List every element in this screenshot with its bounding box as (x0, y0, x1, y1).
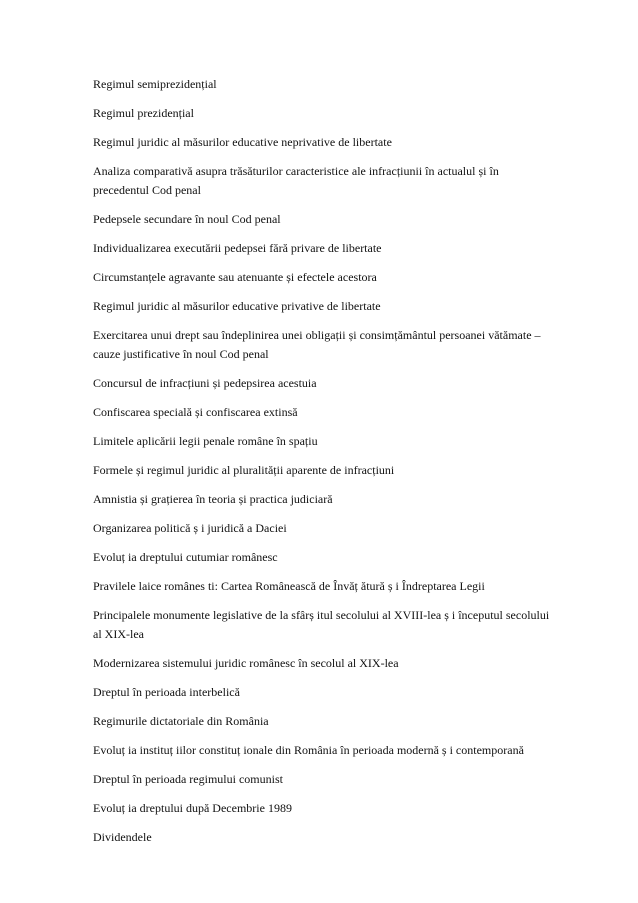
list-item: Dreptul în perioada interbelică (93, 685, 240, 699)
list-item: Circumstanțele agravante sau atenuante și efectele acestora (93, 270, 377, 284)
list-item: Organizarea politică ș i juridică a Daciei (93, 521, 287, 535)
list-item: Evoluț ia dreptului cutumiar românesc (93, 550, 278, 564)
list-item: Evoluț ia dreptului după Decembrie 1989 (93, 801, 292, 815)
list-item: Confiscarea specială și confiscarea extinsă (93, 405, 298, 419)
list-item: Modernizarea sistemului juridic românesc în secolul al XIX-lea (93, 656, 399, 670)
list-item: Amnistia și grațierea în teoria și practica judiciară (93, 492, 333, 506)
list-item: Regimul prezidențial (93, 106, 194, 120)
list-item: Regimul semiprezidențial (93, 77, 217, 91)
list-item: Formele și regimul juridic al pluralității aparente de infracțiuni (93, 463, 395, 477)
list-item: Analiza comparativă asupra trăsăturilor caracteristice ale infracțiunii în actualul și în precedentul Cod penal (93, 164, 499, 197)
list-item: Principalele monumente legislative de la sfârș itul secolului al XVIII-lea ș i începutul secolului al XIX-lea (93, 608, 550, 641)
list-item: Regimurile dictatoriale din România (93, 714, 269, 728)
list-item: Pedepsele secundare în noul Cod penal (93, 212, 281, 226)
list-item: Concursul de infracțiuni și pedepsirea acestuia (93, 376, 317, 390)
list-item: Evoluț ia instituț iilor constituț ionale din România în perioada modernă ș i contemporană (93, 743, 524, 757)
list-item: Dividendele (93, 830, 152, 844)
list-item: Exercitarea unui drept sau îndeplinirea unei obligații și consimțământul persoanei vătămate – cauze justificative în noul Cod penal (93, 328, 541, 361)
list-item: Limitele aplicării legii penale române în spațiu (93, 434, 318, 448)
list-item: Regimul juridic al măsurilor educative privative de libertate (93, 299, 381, 313)
list-item: Pravilele laice românes ti: Cartea Românească de Învăț ătură ș i Îndreptarea Legii (93, 579, 485, 593)
list-item: Regimul juridic al măsurilor educative neprivative de libertate (93, 135, 392, 149)
list-item: Dreptul în perioada regimului comunist (93, 772, 283, 786)
topic-list (93, 75, 553, 857)
list-item: Individualizarea executării pedepsei fără privare de libertate (93, 241, 382, 255)
